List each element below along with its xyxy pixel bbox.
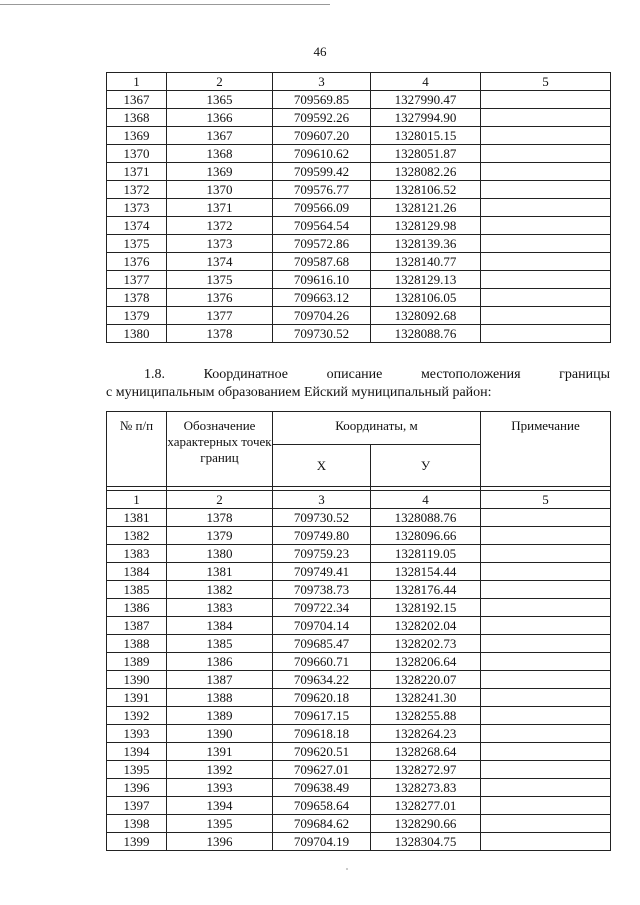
section-word: границы [559, 367, 610, 382]
table-cell: 1328015.15 [371, 127, 481, 145]
table-cell: 709730.52 [273, 325, 371, 343]
table-cell: 709634.22 [273, 671, 371, 689]
table-cell: 1378 [167, 325, 273, 343]
table-row [107, 653, 611, 671]
column-number: 1 [107, 73, 167, 91]
table-cell [481, 743, 611, 761]
table-cell [481, 199, 611, 217]
coordinates-table [106, 411, 611, 851]
table-cell: 1328176.44 [371, 581, 481, 599]
table-row [107, 581, 611, 599]
table-row [107, 545, 611, 563]
table-row [107, 797, 611, 815]
table-cell [481, 253, 611, 271]
table-cell: 709620.18 [273, 689, 371, 707]
table-cell: 1328106.05 [371, 289, 481, 307]
table-cell: 1386 [107, 599, 167, 617]
table-cell: 709704.19 [273, 833, 371, 851]
column-number: 4 [371, 491, 481, 509]
table-cell: 1328220.07 [371, 671, 481, 689]
table-cell [481, 527, 611, 545]
column-number-row [107, 491, 611, 509]
table-cell: 709638.49 [273, 779, 371, 797]
table-cell: 1375 [107, 235, 167, 253]
table-cell: 709620.51 [273, 743, 371, 761]
table-cell: 1328268.64 [371, 743, 481, 761]
header-num: № п/п [107, 412, 167, 487]
table-cell: 1395 [107, 761, 167, 779]
column-number: 2 [167, 491, 273, 509]
table-cell: 709738.73 [273, 581, 371, 599]
table-row [107, 235, 611, 253]
header-note: Примечание [481, 412, 611, 487]
table-cell: 1376 [107, 253, 167, 271]
table-cell: 709564.54 [273, 217, 371, 235]
table-row [107, 707, 611, 725]
table-row [107, 671, 611, 689]
column-number-row [107, 73, 611, 91]
table-cell: 1366 [167, 109, 273, 127]
table-cell: 1377 [107, 271, 167, 289]
table-cell: 1385 [107, 581, 167, 599]
table-cell: 1378 [167, 509, 273, 527]
table-cell [481, 181, 611, 199]
table-cell: 1328304.75 [371, 833, 481, 851]
table-cell: 1328121.26 [371, 199, 481, 217]
section-heading-line2: с муниципальным образованием Ейский муниципальный район: [106, 385, 492, 400]
table-cell [481, 599, 611, 617]
table-cell: 1373 [107, 199, 167, 217]
table-cell: 1373 [167, 235, 273, 253]
table-cell: 1384 [167, 617, 273, 635]
table-cell: 1328129.98 [371, 217, 481, 235]
table-cell [481, 653, 611, 671]
table-cell: 1328272.97 [371, 761, 481, 779]
section-word: Координатное [203, 367, 288, 382]
table-cell: 1372 [107, 181, 167, 199]
column-number: 4 [371, 73, 481, 91]
table-cell: 1376 [167, 289, 273, 307]
table-cell: 1393 [107, 725, 167, 743]
table-cell: 1328140.77 [371, 253, 481, 271]
table-row [107, 289, 611, 307]
table-cell: 1383 [107, 545, 167, 563]
table-cell: 1394 [167, 797, 273, 815]
table-cell: 1379 [167, 527, 273, 545]
table-cell: 1328154.44 [371, 563, 481, 581]
table-cell: 1396 [167, 833, 273, 851]
table-cell: 1328192.15 [371, 599, 481, 617]
table-cell [481, 271, 611, 289]
table-cell: 1392 [167, 761, 273, 779]
table-cell: 709704.14 [273, 617, 371, 635]
table-cell: 709576.77 [273, 181, 371, 199]
table2-body [107, 412, 611, 851]
table-cell: 1371 [107, 163, 167, 181]
table-cell: 1389 [107, 653, 167, 671]
table-row [107, 563, 611, 581]
table-cell: 1328088.76 [371, 325, 481, 343]
table-row [107, 833, 611, 851]
table-cell: 1378 [107, 289, 167, 307]
section-number: 1.8. [144, 367, 165, 382]
table-cell: 1380 [107, 325, 167, 343]
table-cell: 1371 [167, 199, 273, 217]
table-cell: 1398 [107, 815, 167, 833]
table-cell [481, 217, 611, 235]
table-cell [481, 545, 611, 563]
table-row [107, 815, 611, 833]
table-cell: 1372 [167, 217, 273, 235]
table-cell: 1369 [107, 127, 167, 145]
table-cell: 1328096.66 [371, 527, 481, 545]
top-rule [0, 4, 330, 5]
column-number: 3 [273, 491, 371, 509]
table-cell: 1327990.47 [371, 91, 481, 109]
table-cell [481, 145, 611, 163]
table-cell: 709607.20 [273, 127, 371, 145]
header-y: У [371, 445, 481, 487]
table-cell: 1391 [167, 743, 273, 761]
table-cell [481, 779, 611, 797]
header-coords: Координаты, м [273, 412, 481, 445]
table-cell: 1328273.83 [371, 779, 481, 797]
table-cell: 1328202.04 [371, 617, 481, 635]
table-cell: 1367 [167, 127, 273, 145]
header-designation: Обозначение характерных точек границ [167, 412, 273, 487]
table-cell: 709722.34 [273, 599, 371, 617]
table-cell [481, 127, 611, 145]
table-cell: 709610.62 [273, 145, 371, 163]
table-cell: 1393 [167, 779, 273, 797]
table-cell: 709616.10 [273, 271, 371, 289]
table-cell [481, 307, 611, 325]
table-cell: 1387 [107, 617, 167, 635]
table-row [107, 163, 611, 181]
table-cell [481, 797, 611, 815]
table-cell [481, 91, 611, 109]
table-row [107, 689, 611, 707]
table-cell: 1327994.90 [371, 109, 481, 127]
table-cell: 709617.15 [273, 707, 371, 725]
scan-speck [346, 868, 348, 870]
table-cell: 709704.26 [273, 307, 371, 325]
table-cell: 1370 [167, 181, 273, 199]
table-cell: 1394 [107, 743, 167, 761]
table-row [107, 779, 611, 797]
column-number: 1 [107, 491, 167, 509]
column-number: 3 [273, 73, 371, 91]
table-cell: 1397 [107, 797, 167, 815]
table-cell: 1328092.68 [371, 307, 481, 325]
table-cell: 709599.42 [273, 163, 371, 181]
table-cell: 1383 [167, 599, 273, 617]
table-cell [481, 707, 611, 725]
table-cell: 1388 [167, 689, 273, 707]
table-cell [481, 833, 611, 851]
table-cell: 709685.47 [273, 635, 371, 653]
table-row [107, 307, 611, 325]
table-cell: 1368 [107, 109, 167, 127]
table-row [107, 617, 611, 635]
table-cell: 1389 [167, 707, 273, 725]
table-row [107, 271, 611, 289]
table-cell: 709684.62 [273, 815, 371, 833]
table-cell: 1385 [167, 635, 273, 653]
table-row [107, 743, 611, 761]
table-cell [481, 761, 611, 779]
table-cell: 709592.26 [273, 109, 371, 127]
table-row [107, 599, 611, 617]
table-cell: 1328119.05 [371, 545, 481, 563]
table-row [107, 325, 611, 343]
table-cell [481, 617, 611, 635]
table-cell: 1381 [107, 509, 167, 527]
section-word: описание [326, 367, 383, 382]
table-cell: 709749.80 [273, 527, 371, 545]
table-cell: 709618.18 [273, 725, 371, 743]
table-row [107, 253, 611, 271]
header-x: Х [273, 445, 371, 487]
section-heading-line1 [106, 366, 610, 384]
table-cell: 1382 [167, 581, 273, 599]
table-cell: 1388 [107, 635, 167, 653]
table-cell: 709658.64 [273, 797, 371, 815]
table-row [107, 527, 611, 545]
table-cell [481, 509, 611, 527]
table-cell: 1384 [107, 563, 167, 581]
table-cell: 1395 [167, 815, 273, 833]
table-cell: 1375 [167, 271, 273, 289]
table-cell: 709660.71 [273, 653, 371, 671]
table-cell [481, 563, 611, 581]
table-cell: 1328082.26 [371, 163, 481, 181]
table-cell: 1379 [107, 307, 167, 325]
table-row [107, 635, 611, 653]
table-row [107, 127, 611, 145]
table-cell [481, 235, 611, 253]
header-row [107, 412, 611, 445]
table-cell [481, 581, 611, 599]
table-row [107, 181, 611, 199]
table-cell: 709663.12 [273, 289, 371, 307]
table-row [107, 725, 611, 743]
table-cell: 1381 [167, 563, 273, 581]
table-cell [481, 289, 611, 307]
table-cell: 1380 [167, 545, 273, 563]
table-cell: 1369 [167, 163, 273, 181]
table-cell: 1387 [167, 671, 273, 689]
table-cell [481, 689, 611, 707]
table-cell: 1365 [167, 91, 273, 109]
page-number: 46 [313, 44, 327, 59]
column-number: 5 [481, 491, 611, 509]
table-row [107, 199, 611, 217]
table-cell [481, 815, 611, 833]
table-cell [481, 671, 611, 689]
table-cell: 1396 [107, 779, 167, 797]
table-cell: 1328241.30 [371, 689, 481, 707]
table-cell: 1328202.73 [371, 635, 481, 653]
table-cell [481, 325, 611, 343]
table-cell: 1328206.64 [371, 653, 481, 671]
table-row [107, 91, 611, 109]
table-cell: 1328129.13 [371, 271, 481, 289]
table-cell [481, 725, 611, 743]
table-cell: 1386 [167, 653, 273, 671]
table-cell: 1328277.01 [371, 797, 481, 815]
table-cell: 709749.41 [273, 563, 371, 581]
table-cell: 709587.68 [273, 253, 371, 271]
table-cell: 1399 [107, 833, 167, 851]
table-cell: 1370 [107, 145, 167, 163]
table-cell: 1390 [107, 671, 167, 689]
table-cell: 1328290.66 [371, 815, 481, 833]
table-cell: 1367 [107, 91, 167, 109]
coordinates-table-continued [106, 72, 611, 343]
table-cell: 1328051.87 [371, 145, 481, 163]
table-cell [481, 163, 611, 181]
table-row [107, 761, 611, 779]
column-number: 5 [481, 73, 611, 91]
table-cell: 1377 [167, 307, 273, 325]
table-row [107, 145, 611, 163]
table-cell: 1382 [107, 527, 167, 545]
table-cell: 709759.23 [273, 545, 371, 563]
table-cell: 1328264.23 [371, 725, 481, 743]
table-cell: 1390 [167, 725, 273, 743]
table-cell: 1374 [167, 253, 273, 271]
table-cell [481, 109, 611, 127]
table-cell: 1392 [107, 707, 167, 725]
table-cell: 1391 [107, 689, 167, 707]
table-cell: 1328139.36 [371, 235, 481, 253]
table-cell: 709569.85 [273, 91, 371, 109]
table-cell: 709566.09 [273, 199, 371, 217]
table-row [107, 509, 611, 527]
table-cell: 709627.01 [273, 761, 371, 779]
table-cell: 1328106.52 [371, 181, 481, 199]
table-cell: 1328255.88 [371, 707, 481, 725]
column-number: 2 [167, 73, 273, 91]
table-cell: 1328088.76 [371, 509, 481, 527]
section-word: местоположения [420, 367, 521, 382]
table-cell: 1368 [167, 145, 273, 163]
table-cell: 709572.86 [273, 235, 371, 253]
table-cell: 709730.52 [273, 509, 371, 527]
table-row [107, 109, 611, 127]
table-row [107, 217, 611, 235]
table-cell: 1374 [107, 217, 167, 235]
table1-body [107, 73, 611, 343]
table-cell [481, 635, 611, 653]
